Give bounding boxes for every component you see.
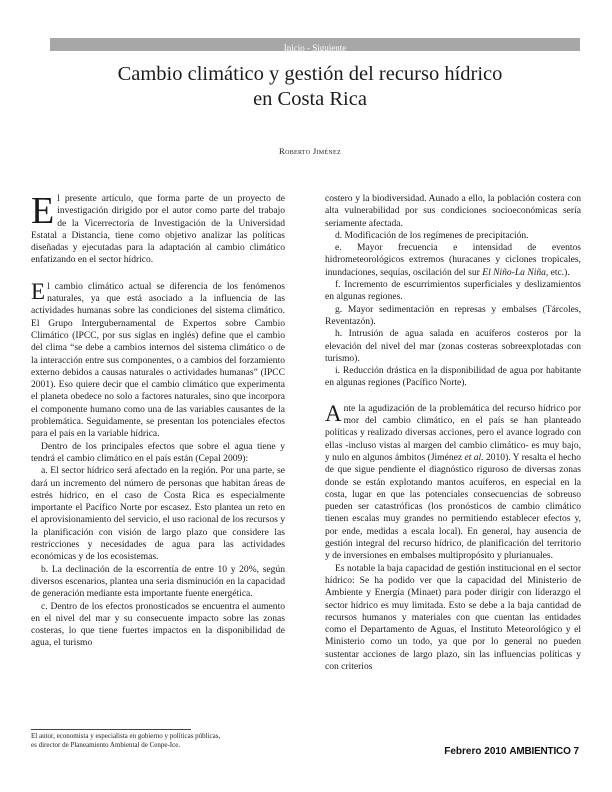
body-paragraph: Dentro de los principales efectos que sobre el agua tiene y tendrá el cambio climático en el país están (Cepal 2009): <box>31 440 285 464</box>
body-paragraph <box>31 278 285 441</box>
right-column <box>325 193 581 673</box>
list-item-e-end: , etc.). <box>545 266 570 278</box>
list-item-d: d. Modificación de los regímenes de precipitación. <box>335 229 529 241</box>
footnote-divider <box>31 729 191 730</box>
body-paragraph <box>325 400 581 563</box>
paragraph-text-end: 2010). Y resalta el hecho de que sigue pendiente el diagnóstico riguroso de diversas zonas donde se están explotando mantos acuíferos, en especial en la costa, lugar en que las potenciales consecuencias de sobreuso pueden ser catastróficas (los pronósticos de cambio climático tienen escalas muy grandes no permitiendo establecer efectos y, por ende, medidas a escala local). En general, hay ausencia de gestión integral del recurso hídrico, de planificación del territorio y de inversiones en embalses multipropósito y plurianuales. <box>325 451 581 562</box>
footnote <box>31 732 291 750</box>
paragraph-text: nte la agudización de la problemática del recurso hídrico por mor del cambio climático, en el país se han planteado políticas y realizado diversas acciones, pero el avance logrado con ellas -incluso vistas al margen del cambio climático- es muy bajo, y nulo en algunos ámbitos (Jiménez <box>325 402 581 463</box>
intro-paragraph <box>31 190 285 267</box>
page-number: 7 <box>573 746 579 757</box>
body-paragraph: Es notable la baja capacidad de gestión institucional en el sector hídrico: Se ha podido ver que la capacidad del Ministerio de Ambiente y Energía (Minaet) para poder dirigir con liderazgo el sector hídrico es muy limitada. Esto se debe a la baja cantidad de recursos humanos y materiales con que cuentan las entidades como el Departamento de Aguas, el Instituto Meteorológico y el Ministerio como un todo, ya que por lo general no pueden sustentar acciones de largo plazo, sin las influencias políticas y con criterios <box>325 562 581 672</box>
issue-date: Febrero 2010 <box>444 746 507 757</box>
intro-text: l presente artículo, que forma parte de un proyecto de investigación dirigido por el autor como parte del trabajo de la Vicerrectoría de Investigación de la Universidad Estatal a Distancia, tiene como objetivo analizar las políticas diseñadas y ejecutadas para la adaptación al cambio climático enfatizando en el sector hídrico. <box>31 193 285 266</box>
list-item-e-text: e. Mayor frecuencia e intensidad de eventos hidrometeorológicos extremos (huracanes y ciclones tropicales, inundaciones, sequías, oscilación del sur <box>325 242 581 278</box>
article-title-line1: Cambio climático y gestión del recurso hídrico <box>117 63 503 85</box>
list-item-h: h. Intrusión de agua salada en acuíferos costeros por la elevación del nivel del mar (zonas costeras sobreexplotadas con turismo). <box>325 328 581 364</box>
left-column <box>31 190 285 650</box>
article-title <box>60 62 560 112</box>
list-item-g: g. Mayor sedimentación en represas y embalses (Tárcoles, Reventazón). <box>325 303 581 327</box>
continued-paragraph: costero y la biodiversidad. Aunado a ello, la población costera con alta vulnerabilidad por sus condiciones socioeconómicas sería seriamente afectada. <box>325 193 581 229</box>
list-item-i: i. Reducción drástica en la disponibilidad de agua por habitante en algunas regiones (Pacífico Norte). <box>325 365 581 389</box>
page-footer <box>444 746 579 757</box>
footnote-line: El autor, economista y especialista en gobierno y políticas públicas, <box>31 732 221 740</box>
nav-link-siguiente[interactable]: Siguiente <box>312 43 347 53</box>
drop-cap: E <box>31 278 46 304</box>
drop-cap: E <box>31 190 55 232</box>
list-item-e <box>325 242 581 279</box>
nav-link-inicio[interactable]: Inicio <box>283 43 305 53</box>
list-item-c: c. Dentro de los efectos pronosticados se encuentra el aumento en el nivel del mar y su consecuente impacto sobre las zonas costeras, lo que tiene fuertes impactos en la disponibilidad de agua, el turismo <box>31 600 285 649</box>
magazine-logo: AMBIENTICO <box>509 746 571 757</box>
drop-cap: A <box>325 400 342 426</box>
nav-separator: - <box>304 43 313 53</box>
paragraph-text: l cambio climático actual se diferencia de los fenómenos naturales, ya que está asociado a la influencia de las actividades humanas sobre las condiciones del sistema climático. El Grupo Intergubernamental de Expertos sobre Cambio Climático (IPCC, por sus siglas en inglés) define que el cambio del clima “se debe a cambios internos del sistema climático o de la interacción entre sus componentes, o a cambios del forzamiento externo debidos a causas naturales o actividades humanas” (IPCC 2001). Eso quiere decir que el cambio climático que experimenta el planeta obedece no solo a factores naturales, sino que incorpora el componente humano como una de las variables causantes de la problemática. Seguidamente, se presentan los potenciales efectos para el país en la variable hídrica. <box>31 280 285 440</box>
list-item-a: a. El sector hídrico será afectado en la región. Por una parte, se dará un incremento del número de personas que habitan áreas de estrés hídrico, en el caso de Costa Rica es especialmente importante el Pacífico Norte por escasez. Esto plantea un reto en el aprovisionamiento del servicio, el uso racional de los recursos y la planificación con visión de largo plazo que considere las restricciones y necesidades de agua para las actividades económicas y de los ecosistemas. <box>31 465 285 563</box>
navigation-bar <box>50 38 580 51</box>
list-item-b: b. La declinación de la escorrentía de entre 10 y 20%, según diversos escenarios, plantea una seria disminución en la capacidad de generación mediante esta importante fuente energética. <box>31 563 285 600</box>
article-title-line2: en Costa Rica <box>253 88 367 110</box>
list-item-e-italic: El Niño-La Niña <box>482 266 546 278</box>
citation-italic: et al. <box>464 451 484 463</box>
list-item-f: f. Incremento de escurrimientos superficiales y deslizamientos en algunas regiones. <box>325 279 581 303</box>
footnote-line: es director de Planeamiento Ambiental de Cenpe-Ice. <box>31 741 181 749</box>
article-author: Roberto Jiménez <box>279 146 341 156</box>
